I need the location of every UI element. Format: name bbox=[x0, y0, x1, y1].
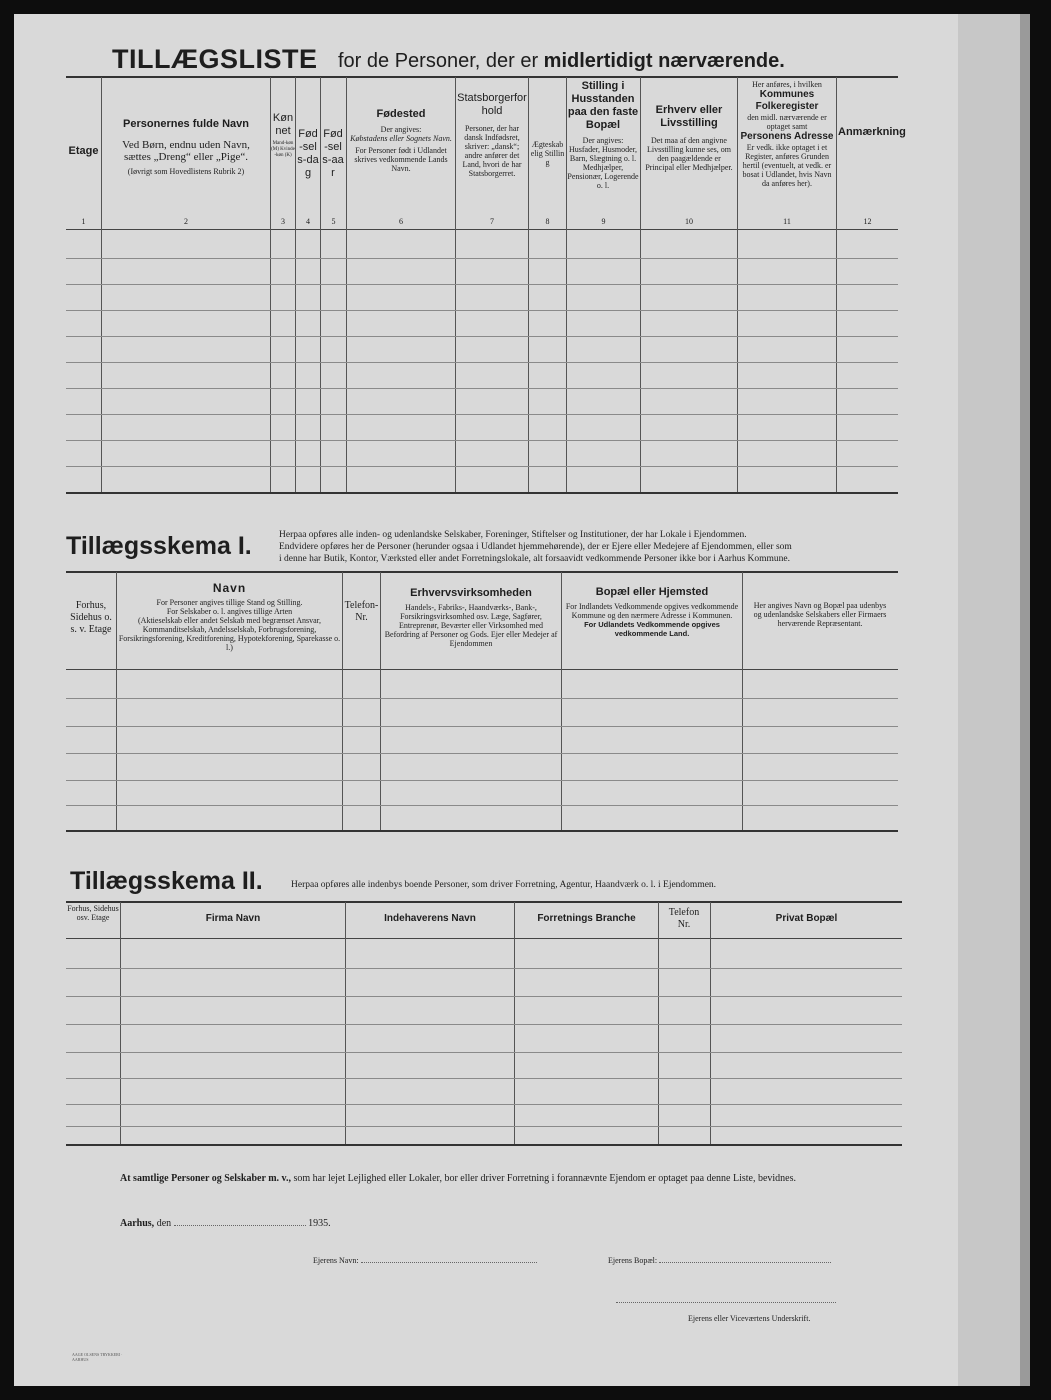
date-line bbox=[120, 1218, 331, 1229]
col-household-l1: Der angives: Husfader, Husmoder, Barn, Slægtning o. l. Medhjælper, Pensionær, Logerende o. l. bbox=[567, 136, 639, 190]
title-rest-a: for de Personer, der er bbox=[338, 50, 539, 72]
col-num-11: 11 bbox=[783, 217, 791, 226]
adjacent-page-edge bbox=[958, 14, 1020, 1386]
s1-col-floor: Forhus, Sidehus o. s. v. Etage bbox=[70, 600, 112, 635]
col-gender bbox=[271, 112, 295, 159]
owner-name-label: Ejerens Navn: bbox=[313, 1256, 359, 1265]
s1-col-name-l2: For Selskaber o. l. angives tillige Arten bbox=[166, 607, 293, 616]
col-birthplace-title: Fødested bbox=[376, 108, 426, 120]
date-field[interactable] bbox=[174, 1225, 306, 1226]
table-row[interactable] bbox=[66, 698, 898, 699]
s1-col-name-l1: For Personer angives tillige Stand og Stilling. bbox=[156, 598, 303, 607]
table-row[interactable] bbox=[66, 1104, 902, 1105]
table-row[interactable] bbox=[66, 1024, 902, 1025]
col-num-4: 4 bbox=[306, 217, 310, 226]
col-occupation-l1: Det maa af den angivne Livsstilling kunne ses, om den paagældende er Principal eller Medhjælper. bbox=[645, 136, 733, 172]
s2-col-business-branch: Forretnings Branche bbox=[537, 913, 636, 924]
col-num-5: 5 bbox=[331, 217, 336, 226]
title-rest-b: midlertidigt nærværende. bbox=[543, 50, 785, 72]
attestation-statement bbox=[120, 1173, 900, 1184]
s1-col-name-title: Navn bbox=[212, 581, 247, 595]
table-row[interactable] bbox=[66, 1078, 902, 1079]
table-row[interactable] bbox=[66, 780, 898, 781]
form-title: TILLÆGSLISTE bbox=[112, 44, 318, 74]
s1-col-residence-title: Bopæl eller Hjemsted bbox=[595, 586, 709, 598]
page-edge-shadow bbox=[1020, 14, 1030, 1386]
table-row[interactable] bbox=[66, 414, 898, 415]
col-household-title: Stilling i Husstanden paa den faste Bopæl bbox=[567, 80, 639, 131]
col-remarks: Anmærkning bbox=[838, 126, 906, 138]
schedule-1-desc-1: Herpaa opføres alle inden- og udenlandske Selskaber, Foreninger, Stiftelser og Institutioner, der har Lokale i Ejendommen. bbox=[279, 530, 747, 540]
s1-col-name bbox=[117, 581, 342, 652]
table-row[interactable] bbox=[66, 968, 902, 969]
owner-name-field[interactable] bbox=[361, 1262, 537, 1263]
col-gender-title: Kønnet bbox=[272, 112, 294, 137]
col-birthplace-l2: Købstadens eller Sognets Navn. bbox=[350, 134, 452, 143]
col-num-1: 1 bbox=[81, 217, 86, 226]
col-full-name-l3: (Iøvrigt som Hovedlistens Rubrik 2) bbox=[127, 167, 245, 176]
col-num-3: 3 bbox=[281, 217, 285, 226]
col-registry-l2: den midl. nærværende er optaget samt bbox=[747, 113, 827, 131]
col-citizenship bbox=[457, 92, 527, 178]
table-row[interactable] bbox=[66, 362, 898, 363]
col-registry-title2: Personens Adresse bbox=[740, 131, 834, 142]
col-birthplace-l1: Der angives: bbox=[380, 125, 422, 134]
s2-col-owner-name: Indehaverens Navn bbox=[384, 913, 476, 924]
signature-label: Ejerens eller Viceværtens Underskrift. bbox=[688, 1314, 811, 1323]
city-label: Aarhus, bbox=[120, 1218, 155, 1229]
table-row[interactable] bbox=[66, 440, 898, 441]
col-registry-l3: Er vedk. ikke optaget i et Register, anføres Grunden hertil (eventuelt, at vedk. er bosat i Udlandet, hvis Navn da anføres her). bbox=[742, 143, 832, 188]
col-citizenship-l1: Personer, der har dansk Indfødsret, skriver: „dansk“; andre anfører det Land, hvori de har Statsborgerret. bbox=[462, 124, 522, 178]
schedule-1-desc-2: Endvidere opføres her de Personer (herunder ogsaa i Udlandet hjemmehørende), der er Ejere eller Medejere af Ejendommen, eller som bbox=[279, 542, 792, 552]
schedule-2-description: Herpaa opføres alle indenbys boende Personer, som driver Forretning, Agentur, Haandværk o. l. i Ejendommen. bbox=[291, 880, 717, 890]
col-num-12: 12 bbox=[863, 217, 872, 226]
s1-col-residence bbox=[563, 586, 741, 638]
col-gender-sub: Mand-køn (M) Kvinde-køn (K) bbox=[271, 141, 295, 158]
s2-col-firm-name: Firma Navn bbox=[205, 913, 261, 924]
table-row[interactable] bbox=[66, 996, 902, 997]
table-row[interactable] bbox=[66, 726, 898, 727]
den-label: den bbox=[156, 1218, 172, 1229]
signature-field[interactable] bbox=[616, 1302, 836, 1303]
owner-address-line bbox=[608, 1256, 831, 1265]
col-occupation-title: Erhverv eller Livsstilling bbox=[655, 104, 723, 129]
table-row[interactable] bbox=[66, 388, 898, 389]
owner-name-line bbox=[313, 1256, 537, 1265]
year-label: 1935. bbox=[308, 1218, 331, 1229]
s1-col-business-title: Erhvervsvirksomheden bbox=[410, 587, 532, 599]
col-full-name-l1: Ved Børn, endnu uden Navn, bbox=[122, 139, 250, 151]
table-row[interactable] bbox=[66, 466, 898, 467]
table-row[interactable] bbox=[66, 284, 898, 285]
table-row[interactable] bbox=[66, 753, 898, 754]
s1-col-representative: Her angives Navn og Bopæl paa udenbys og udenlandske Selskabers eller Firmaers herværende Repræsentant. bbox=[753, 601, 887, 628]
col-birthplace-l3: For Personer født i Udlandet skrives vedkommende Lands Navn. bbox=[354, 146, 448, 173]
schedule-2-heading: Tillægsskema II. bbox=[70, 867, 263, 895]
table-row[interactable] bbox=[66, 1052, 902, 1053]
col-num-7: 7 bbox=[490, 217, 494, 226]
s1-col-business bbox=[382, 587, 560, 648]
col-citizenship-title: Statsborgerforhold bbox=[457, 92, 527, 117]
col-household-position bbox=[567, 80, 639, 190]
s2-col-phone: Telefon Nr. bbox=[668, 907, 700, 930]
col-occupation bbox=[642, 104, 736, 172]
col-birthyear: Fød-sels-aar bbox=[322, 128, 344, 179]
col-num-9: 9 bbox=[601, 217, 606, 226]
col-registry-l1: Her anføres, i hvilken bbox=[752, 80, 822, 89]
col-full-name bbox=[102, 118, 270, 176]
table-row[interactable] bbox=[66, 805, 898, 806]
table-row[interactable] bbox=[66, 310, 898, 311]
col-etage: Etage bbox=[68, 145, 99, 157]
s2-col-private-address: Privat Bopæl bbox=[775, 913, 838, 924]
form-title-rest bbox=[338, 50, 785, 73]
table-row[interactable] bbox=[66, 1126, 902, 1127]
s1-col-residence-l2: For Udlandets Vedkommende opgives vedkommende Land. bbox=[584, 620, 720, 638]
s1-col-residence-l1: For Indlandets Vedkommende opgives vedkommende Kommune og den nærmere Adresse i Kommunen. bbox=[565, 602, 739, 620]
col-birthday: Fød-sels-dag bbox=[297, 128, 319, 179]
col-num-10: 10 bbox=[685, 217, 693, 226]
col-num-6: 6 bbox=[399, 217, 403, 226]
schedule-1-desc-3: i denne har Butik, Kontor, Værksted eller andet Forretningslokale, alt forsaavidt vedkommende Personer ikke bor i Aarhus Kommune. bbox=[279, 554, 791, 564]
col-registry-title: Kommunes Folkeregister bbox=[755, 89, 819, 112]
schedule-1-description bbox=[279, 529, 899, 565]
owner-address-label: Ejerens Bopæl: bbox=[608, 1256, 658, 1265]
s1-col-business-l1: Handels-, Fabriks-, Haandværks-, Bank-, Forsikringsvirksomhed osv. Læge, Sagfører, Entreprenør, Beværter eller Virksomhed med Befordring af Personer og Gods. Ejer eller Medejer af Ejendommen bbox=[384, 603, 558, 648]
col-marital-status: Ægteskabelig Stilling bbox=[530, 140, 565, 167]
col-full-name-title: Personernes fulde Navn bbox=[123, 118, 249, 130]
col-num-8: 8 bbox=[545, 217, 550, 226]
col-birthplace bbox=[348, 108, 454, 173]
col-full-name-l2: sættes „Dreng“ eller „Pige“. bbox=[123, 151, 248, 163]
table-row[interactable] bbox=[66, 258, 898, 259]
owner-address-field[interactable] bbox=[659, 1262, 831, 1263]
statement-rest: som har lejet Lejlighed eller Lokaler, bor eller driver Forretning i forannævnte Ejendom er optaget paa denne Liste, bevidnes. bbox=[293, 1173, 796, 1184]
statement-bold: At samtlige Personer og Selskaber m. v., bbox=[120, 1173, 292, 1184]
col-registry bbox=[739, 80, 835, 188]
schedule-1-heading: Tillægsskema I. bbox=[66, 532, 252, 560]
table-row[interactable] bbox=[66, 336, 898, 337]
s1-col-phone: Telefon-Nr. bbox=[344, 600, 379, 623]
printer-mark: AAGE OLSENS TRYKKERI · AARHUS bbox=[72, 1352, 123, 1362]
col-num-2: 2 bbox=[184, 217, 188, 226]
s1-col-name-l3: (Aktieselskab eller andet Selskab med begrænset Ansvar, Kommanditselskab, Andelsselskab, Forbrugsforening, Forsikringsforening, Kreditforening, Hypotekforening, Sparekasse o. l.) bbox=[118, 616, 341, 652]
s2-col-floor: Forhus, Sidehus osv. Etage bbox=[67, 904, 119, 922]
